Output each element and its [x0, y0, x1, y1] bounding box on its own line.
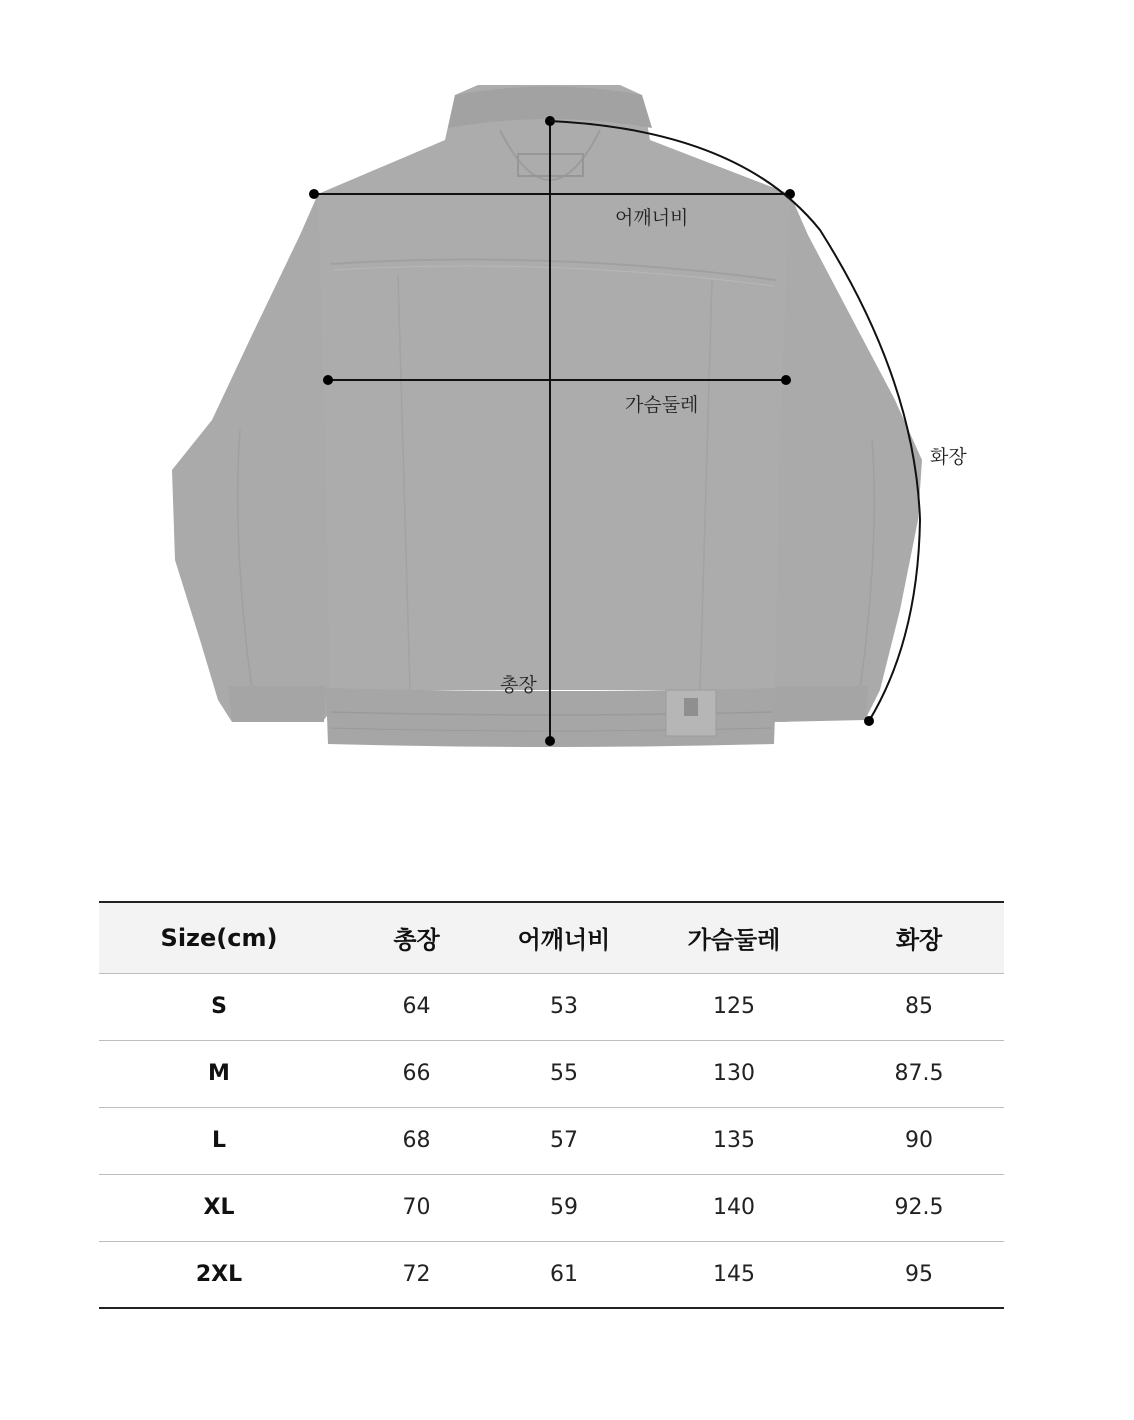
length-cell: 72	[402, 1261, 431, 1287]
size-cell: XL	[203, 1195, 235, 1220]
chest-cell: 130	[713, 1061, 755, 1086]
header-size: Size(cm)	[160, 923, 278, 952]
size-cell: L	[211, 1128, 227, 1153]
chest-cell: 145	[713, 1261, 755, 1287]
shoulder-right-dot	[785, 189, 795, 199]
header-shoulder: 어깨너비	[517, 926, 611, 955]
chest-right-dot	[781, 375, 791, 385]
sleeve-cell: 92.5	[894, 1195, 944, 1220]
table-header-row	[99, 902, 1004, 973]
chest-cell: 135	[713, 1128, 755, 1153]
sleeve-label: 화장	[930, 446, 967, 468]
size-cell: M	[208, 1061, 230, 1086]
shoulder-label: 어깨너비	[615, 207, 689, 229]
chest-label: 가슴둘레	[625, 394, 699, 416]
sleeve-cell: 95	[905, 1261, 933, 1287]
size-cell: S	[211, 994, 227, 1019]
chest-cell: 125	[713, 994, 755, 1019]
shoulder-left-dot	[309, 189, 319, 199]
length-cell: 64	[402, 994, 431, 1019]
shoulder-cell: 55	[550, 1061, 578, 1086]
table-row	[99, 1107, 1004, 1174]
table-row	[99, 1040, 1004, 1107]
table-row	[99, 1241, 1004, 1308]
table-row	[99, 973, 1004, 1040]
sleeve-cell: 90	[905, 1128, 933, 1153]
table-row	[99, 1174, 1004, 1241]
header-sleeve: 화장	[895, 926, 943, 955]
sleeve-end-dot	[864, 716, 874, 726]
header-length: 총장	[393, 926, 440, 955]
jacket-illustration	[172, 85, 922, 747]
chest-left-dot	[323, 375, 333, 385]
shoulder-cell: 57	[550, 1128, 578, 1153]
shoulder-cell: 61	[550, 1261, 578, 1287]
shoulder-cell: 53	[550, 994, 578, 1019]
sleeve-cell: 87.5	[894, 1061, 944, 1086]
length-label: 총장	[500, 674, 537, 696]
shoulder-cell: 59	[550, 1195, 578, 1220]
chest-cell: 140	[713, 1195, 755, 1220]
size-chart-table	[99, 901, 1004, 1309]
length-cell: 70	[402, 1195, 431, 1220]
length-bottom-dot	[545, 736, 555, 746]
header-chest: 가슴둘레	[687, 926, 781, 955]
length-cell: 68	[402, 1128, 431, 1153]
size-cell: 2XL	[195, 1261, 243, 1287]
sleeve-cell: 85	[905, 994, 933, 1019]
length-cell: 66	[402, 1061, 431, 1086]
